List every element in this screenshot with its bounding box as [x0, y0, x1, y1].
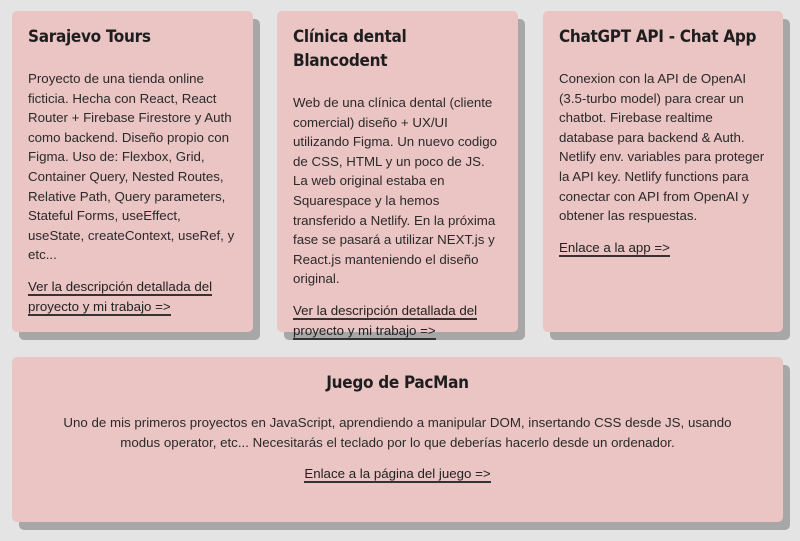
project-title: Juego de PacMan — [326, 373, 469, 393]
project-title: Sarajevo Tours — [28, 27, 151, 47]
app-link[interactable]: Enlace a la app => — [559, 239, 670, 255]
project-details-link[interactable]: Ver la descripción detallada del proyecto y mi trabajo => — [28, 278, 213, 314]
project-card-chatgpt-app — [543, 11, 783, 332]
project-details-link[interactable]: Ver la descripción detallada del proyecto y mi trabajo => — [293, 302, 478, 338]
project-card-blancodent — [277, 11, 518, 338]
project-description: Conexion con la API de OpenAI (3.5-turbo model) para crear un chatbot. Firebase realtime database para backend & Auth. Netlify env. variables para proteger la API key. Netlify functions para conectar con API from OpenAI y obtener las respuestas. — [559, 71, 765, 224]
project-card-sarajevo-tours — [12, 11, 253, 332]
project-card-pacman — [12, 357, 783, 522]
game-link[interactable]: Enlace a la página del juego => — [304, 466, 491, 482]
project-description: Web de una clínica dental (cliente comercial) diseño + UX/UI utilizando Figma. Un nuevo codigo de CSS, HTML y un poco de JS. La web original estaba en Squarespace y la hemos transferido a Netlify. En la próxima fase se pasará a utilizar NEXT.js y React.js manteniendo el diseño original. — [293, 95, 498, 287]
project-description: Proyecto de una tienda online ficticia. Hecha con React, React Router + Firebase Firestore y Auth como backend. Diseño propio con Figma. Uso de: Flexbox, Grid, Container Query, Nested Routes, Relative Path, Query parameters, Stateful Forms, useEffect, useState, createContext, useRef, y etc... — [28, 71, 235, 263]
project-description: Uno de mis primeros proyectos en JavaScript, aprendiendo a manipular DOM, insertando CSS desde JS, usando modus operator, etc... Necesitarás el teclado por lo que deberías hacerlo desde un ordenador. — [63, 415, 732, 450]
project-title: Clínica dental Blancodent — [293, 27, 407, 71]
project-title: ChatGPT API - Chat App — [559, 27, 757, 47]
